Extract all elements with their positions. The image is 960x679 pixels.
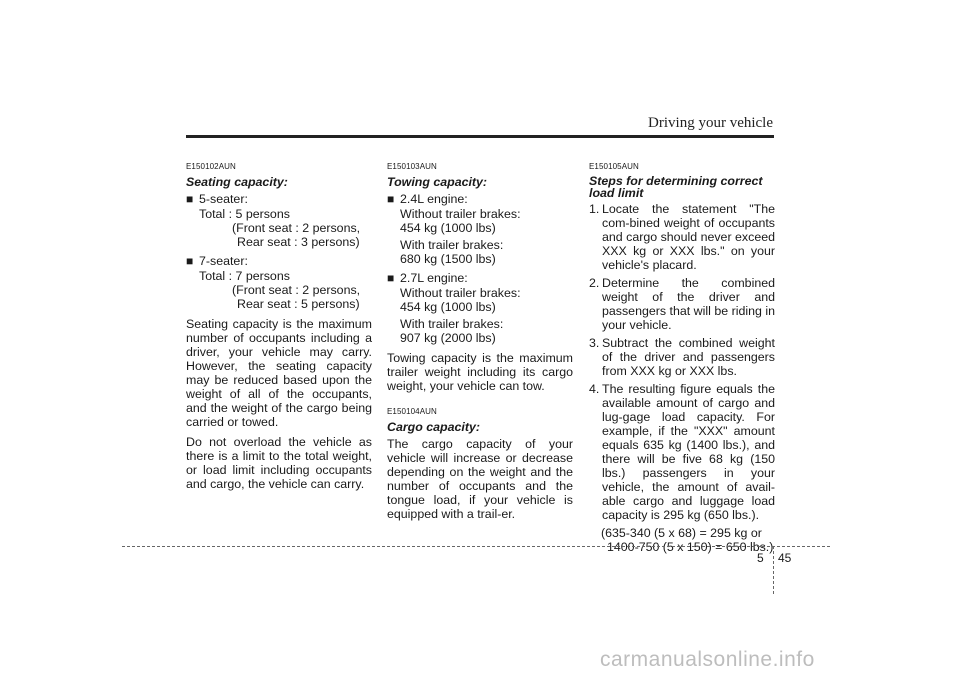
bullet-label: 7-seater:	[199, 254, 248, 268]
seat-rear: Rear seat : 5 persons)	[237, 297, 360, 311]
calc-line: 1400-750 (5 x 150) = 650 lbs.)	[607, 540, 774, 554]
brake-value: 680 kg (1500 lbs)	[400, 252, 496, 266]
brake-label: Without trailer brakes:	[400, 207, 521, 221]
square-bullet-icon: ■	[387, 271, 395, 285]
section-code: E150102AUN	[186, 162, 236, 171]
seat-front: (Front seat : 2 persons,	[232, 221, 361, 235]
bullet-label: 2.4L engine:	[400, 192, 468, 206]
header-rule	[186, 135, 774, 138]
seat-rear: Rear seat : 3 persons)	[237, 235, 360, 249]
step-text: The resulting figure equals the available amount of cargo and lug-gage load capacity. For example, if the "XXX" amount equals 635 kg (1400 lbs.), and there will be five 68 kg (150 lbs.) passengers in your vehicle, the amount of avail-able cargo and luggage load capacity is 295 kg (650 lbs.).	[602, 382, 775, 522]
step-number: 4.	[589, 382, 600, 396]
seat-total: Total : 5 persons	[199, 207, 290, 221]
step-item	[589, 336, 775, 378]
seat-front: (Front seat : 2 persons,	[232, 283, 361, 297]
brake-value: 454 kg (1000 lbs)	[400, 221, 496, 235]
paragraph: Towing capacity is the maximum trailer weight including its cargo weight, your vehicle can tow.	[387, 351, 573, 393]
bullet-2-4-engine	[387, 192, 573, 206]
footer-divider	[773, 546, 774, 594]
square-bullet-icon: ■	[186, 254, 194, 268]
bullet-7-seater	[186, 254, 372, 268]
step-text: Locate the statement "The com-bined weight of occupants and cargo should never exceed XXX kg or XXX lbs." on your vehicle's placard.	[602, 202, 775, 272]
calculation	[589, 526, 775, 554]
square-bullet-icon: ■	[387, 192, 395, 206]
seat-total: Total : 7 persons	[199, 269, 290, 283]
step-text: Determine the combined weight of the driver and passengers that will be riding in your vehicle.	[602, 276, 775, 332]
cargo-heading: Cargo capacity:	[387, 420, 480, 434]
step-number: 1.	[589, 202, 600, 216]
column-towing	[387, 162, 573, 521]
watermark: carmanualsonline.info	[600, 648, 815, 671]
square-bullet-icon: ■	[186, 192, 194, 206]
step-item	[589, 382, 775, 522]
bullet-5-seater	[186, 192, 372, 206]
column-seating	[186, 162, 372, 491]
section-code: E150104AUN	[387, 407, 437, 416]
page-number: 45	[778, 551, 792, 565]
chapter-number: 5	[757, 551, 764, 565]
step-number: 3.	[589, 336, 600, 350]
column-load-limit	[589, 162, 775, 554]
calc-line: (635-340 (5 x 68) = 295 kg or	[601, 526, 762, 540]
step-item	[589, 276, 775, 332]
brake-label: Without trailer brakes:	[400, 286, 521, 300]
step-number: 2.	[589, 276, 600, 290]
section-code: E150105AUN	[589, 162, 639, 171]
footer-rule	[122, 546, 830, 547]
paragraph: The cargo capacity of your vehicle will increase or decrease depending on the weight and the number of occupants and the tongue load, if your vehicle is equipped with a trail-er.	[387, 437, 573, 521]
paragraph: Do not overload the vehicle as there is a limit to the total weight, or load limit including occupants and cargo, the vehicle can carry.	[186, 435, 372, 491]
brake-value: 454 kg (1000 lbs)	[400, 300, 496, 314]
seating-heading: Seating capacity:	[186, 175, 288, 189]
paragraph: Seating capacity is the maximum number of occupants including a driver, your vehicle may carry. However, the seating capacity may be reduced based upon the weight of all of the occupants, and the weight of the cargo being carried or towed.	[186, 317, 372, 429]
bullet-label: 5-seater:	[199, 192, 248, 206]
step-text: Subtract the combined weight of the driver and passengers from XXX kg or XXX lbs.	[602, 336, 775, 378]
brake-label: With trailer brakes:	[400, 317, 504, 331]
bullet-label: 2.7L engine:	[400, 271, 468, 285]
section-title: Driving your vehicle	[648, 115, 773, 131]
load-limit-heading: Steps for determining correct load limit	[589, 174, 763, 200]
bullet-2-7-engine	[387, 271, 573, 285]
step-item	[589, 202, 775, 272]
brake-value: 907 kg (2000 lbs)	[400, 331, 496, 345]
towing-heading: Towing capacity:	[387, 175, 488, 189]
section-code: E150103AUN	[387, 162, 437, 171]
brake-label: With trailer brakes:	[400, 238, 504, 252]
